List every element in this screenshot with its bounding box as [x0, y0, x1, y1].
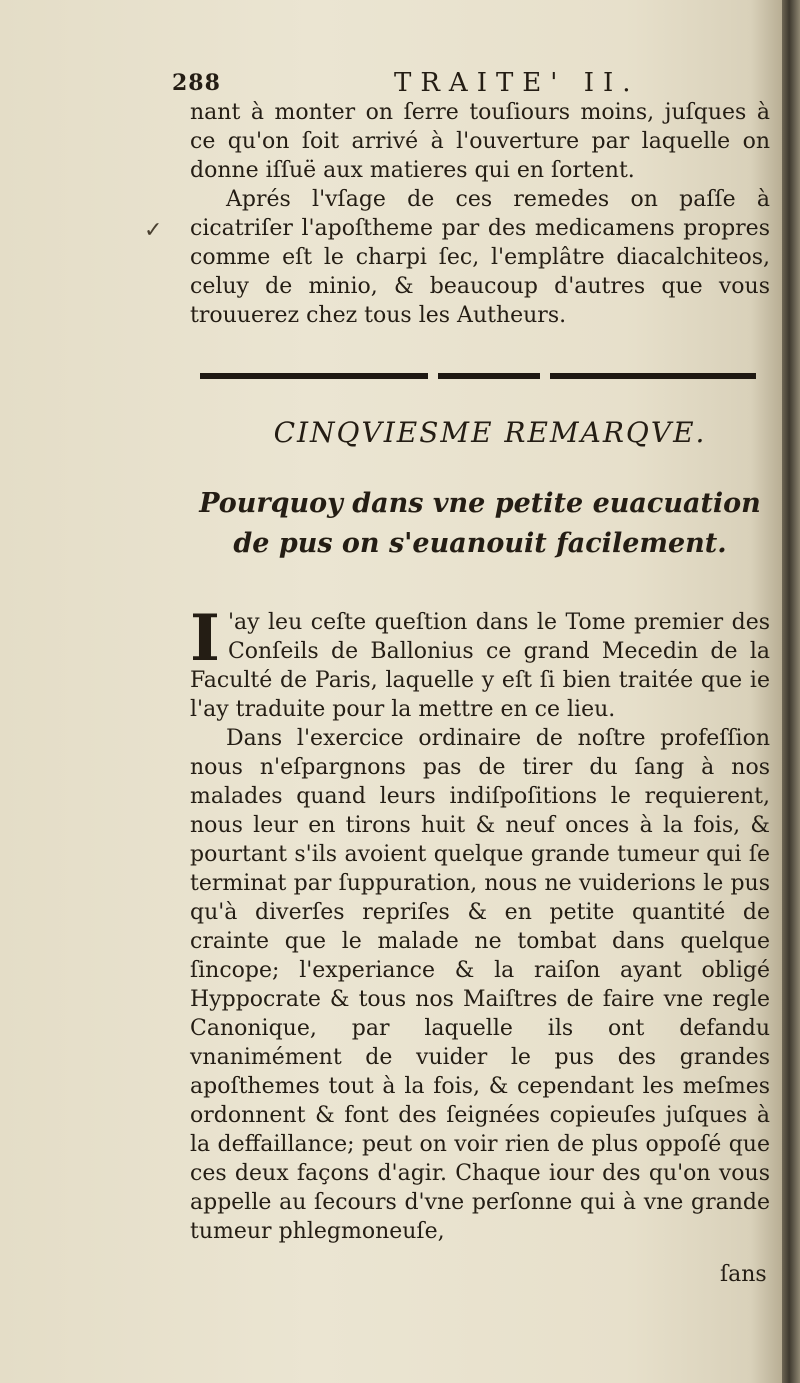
body-paragraph-1-text: 'ay leu ceſte queſtion dans le Tome premier des Conſeils de Ballonius ce grand Mecedin de la Faculté de Paris, laquelle y eſt ſi bien traitée que ie l'ay traduite pour la mettre en ce lieu.: [190, 610, 770, 722]
top-text: [190, 98, 770, 330]
top-paragraph-2: Aprés l'vſage de ces remedes on paſſe à cicatriſer l'apoſtheme par des medicamens propres comme eſt le charpi ſec, l'emplâtre diacalchiteos, celuy de minio, & beaucoup d'autres que vous trouuerez chez tous les Autheurs.: [190, 187, 770, 328]
body-text: [190, 601, 770, 1246]
ornamental-rule: [550, 373, 756, 379]
drop-cap: I: [190, 601, 220, 676]
question-title: Pourquoy dans vne petite euacuation de pus on s'euanouit facilement.: [199, 488, 761, 559]
ornamental-rule: [200, 373, 428, 379]
running-title: TRAITE' II.: [394, 68, 640, 98]
body-paragraph-2: Dans l'exercice ordinaire de noſtre profeſſion nous n'eſpargnons pas de tirer du ſang à nos malades quand leurs indiſpoſitions le requierent, nous leur en tirons huit & neuf onces à la fois, & pourtant s'ils avoient quelque grande tumeur qui ſe terminat par ſuppuration, nous ne vuiderions le pus qu'à diverſes repriſes & en petite quantité de crainte que le malade ne tombat dans quelque ſincope; l'experiance & la raiſon ayant obligé Hyppocrate & tous nos Maiſtres de faire vne regle Canonique, par laquelle ils ont defandu vnanimément de vuider le pus des grandes apoſthemes tout à la fois, & cependant les meſmes ordonnent & font des ſeignées copieuſes juſques à la deffaillance; peut on voir rien de plus oppoſé que ces deux façons d'agir. Chaque iour des qu'on vous appelle au ſecours d'vne perſonne qui à vne grande tumeur phlegmoneuſe,: [190, 726, 770, 1244]
remark-heading: CINQVIESME REMARQVE.: [273, 416, 707, 449]
margin-checkmark: ✓: [144, 218, 163, 243]
body-paragraph-1: [190, 601, 770, 724]
page-header: [172, 66, 772, 100]
top-paragraph-1: nant à monter on ſerre touſiours moins, juſques à ce qu'on ſoit arrivé à l'ouverture par laquelle on donne iſſuë aux matieres qui en ſortent.: [190, 100, 770, 183]
ornamental-rule: [438, 373, 540, 379]
catchword: ſans: [720, 1262, 767, 1287]
book-gutter: [782, 0, 800, 1383]
page-number: 288: [172, 70, 221, 96]
